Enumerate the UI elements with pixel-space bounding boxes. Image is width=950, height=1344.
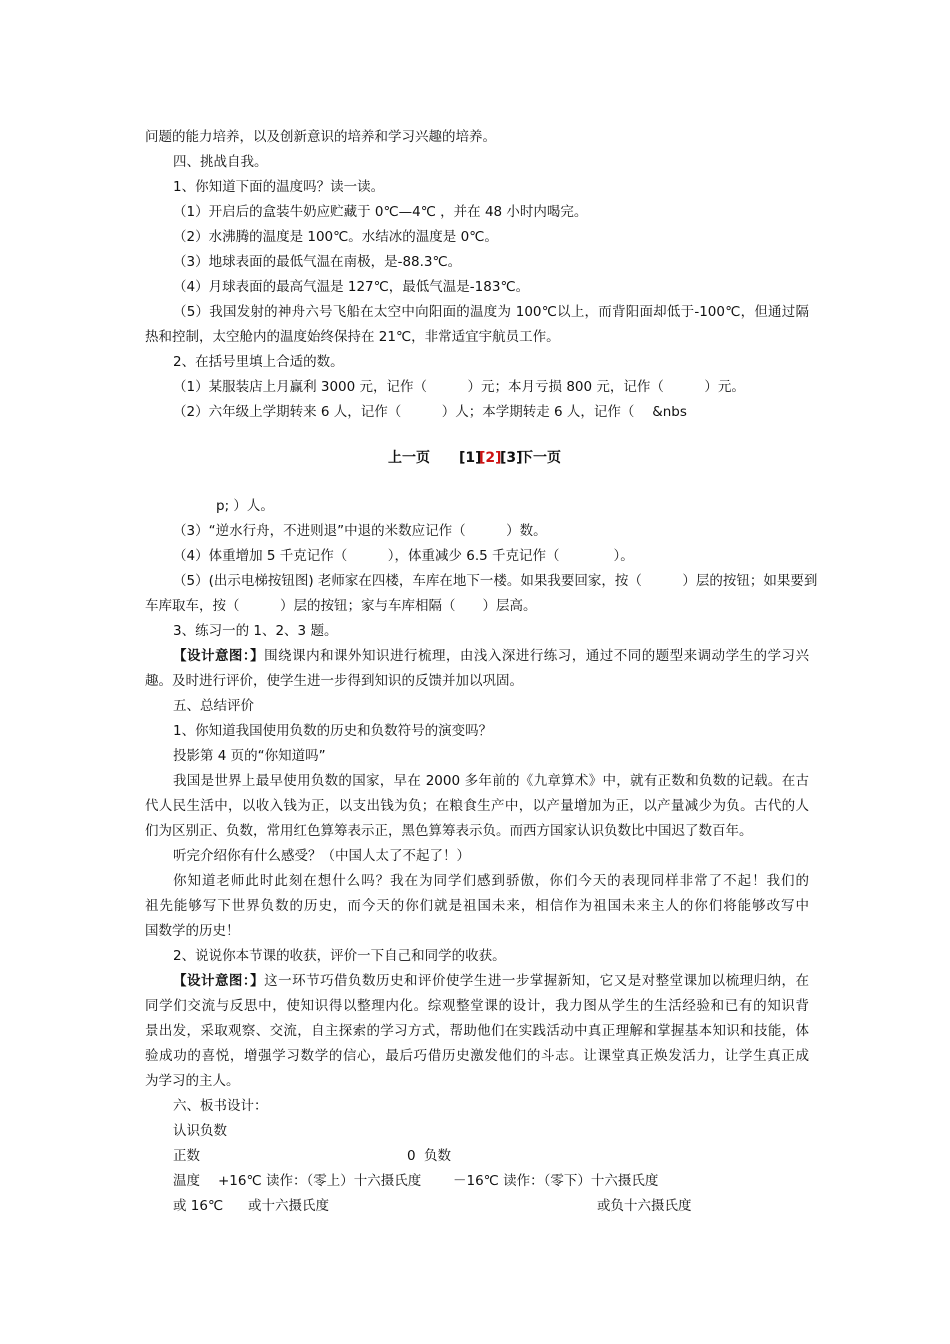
text-line: 代人民生活中，以收入钱为正，以支出钱为负；在粮食生产中，以产量增加为正，以产量减少为负。古代的人 — [145, 798, 809, 814]
board-temperature-label: 温度 — [173, 1173, 200, 1189]
text-line: （2）水沸腾的温度是 100℃。水结冰的温度是 0℃。 — [173, 229, 498, 245]
text-line: 同学们交流与反思中，使知识得以整理内化。综观整堂课的设计，我力图从学生的生活经验和已有的知识背 — [145, 998, 809, 1014]
board-title: 认识负数 — [173, 1123, 227, 1139]
text-line: 1、你知道下面的温度吗？读一读。 — [173, 179, 385, 195]
text-line: （5）我国发射的神舟六号飞船在太空中向阳面的温度为 100℃以上，而背阳面却低于-100℃，但通过隔 — [173, 304, 809, 320]
text-line: （4）月球表面的最高气温是 127℃，最低气温是-183℃。 — [173, 279, 530, 295]
text-line: 投影第 4 页的“你知道吗” — [173, 748, 326, 764]
text-line: 祖先能够写下世界负数的历史，而今天的你们就是祖国未来，相信作为祖国未来主人的你们将能够改写中 — [145, 898, 809, 914]
prev-page-link[interactable]: 上一页 — [388, 450, 430, 466]
text-line: 1、你知道我国使用负数的历史和负数符号的演变吗？ — [173, 723, 493, 739]
design-intent-label: 【设计意图：】 — [173, 973, 265, 989]
text-line: 国数学的历史！ — [145, 923, 240, 939]
text-line: 听完介绍你有什么感受？（中国人太了不起了！） — [173, 848, 470, 864]
section-heading: 五、总结评价 — [173, 698, 254, 714]
text-line: 验成功的喜悦，增强学习数学的信心，最后巧借历史激发他们的斗志。让课堂真正焕发活力，让学生真正成 — [145, 1048, 809, 1064]
text-line: 2、在括号里填上合适的数。 — [173, 354, 344, 370]
text-line: 热和控制，太空舱内的温度始终保持在 21℃，非常适宜宇航员工作。 — [145, 329, 560, 345]
design-intent-label: 【设计意图：】 — [173, 648, 265, 664]
text-line: 景出发，采取观察、交流，自主探索的学习方式，帮助他们在实践活动中真正理解和掌握基本知识和技能，体 — [145, 1023, 809, 1039]
text-line: 为学习的主人。 — [145, 1073, 240, 1089]
board-negative-label: 负数 — [424, 1148, 451, 1164]
text-line: （5）(出示电梯按钮图) 老师家在四楼，车库在地下一楼。如果我要回家，按（ ）层的按钮；如果要到 — [173, 573, 818, 589]
section-heading: 六、板书设计： — [173, 1098, 268, 1114]
text-line: 你知道老师此时此刻在想什么吗？我在为同学们感到骄傲，你们今天的表现同样非常了不起！我们的 — [173, 873, 809, 889]
text-line: （3）“逆水行舟，不进则退”中退的米数应记作（ ）数。 — [173, 523, 547, 539]
board-zero-label: 0 — [407, 1148, 416, 1164]
text-line: （3）地球表面的最低气温在南极，是-88.3℃。 — [173, 254, 462, 270]
board-or-16: 或 16℃ — [173, 1198, 224, 1214]
board-positive-label: 正数 — [173, 1148, 200, 1164]
board-or-shiliu: 或十六摄氏度 — [248, 1198, 329, 1214]
board-plus16: +16℃ 读作：（零上）十六摄氏度 — [218, 1173, 422, 1189]
text-line: （2）六年级上学期转来 6 人，记作（ ）人；本学期转走 6 人，记作（ &nbs — [173, 404, 687, 420]
page-2-current: [2] — [479, 450, 502, 466]
section-heading: 四、挑战自我。 — [173, 154, 268, 170]
design-intent-line: 【设计意图：】围绕课内和课外知识进行梳理，由浅入深进行练习，通过不同的题型来调动学生的学习兴 — [173, 648, 810, 664]
text-line: 车库取车，按（ ）层的按钮；家与车库相隔（ ）层高。 — [145, 598, 537, 614]
next-page-link[interactable]: 下一页 — [519, 450, 561, 466]
text-line: p; ）人。 — [216, 498, 274, 514]
text-line: 我国是世界上最早使用负数的国家，早在 2000 多年前的《九章算术》中，就有正数和负数的记载。在古 — [173, 773, 809, 789]
text-line: 问题的能力培养，以及创新意识的培养和学习兴趣的培养。 — [145, 129, 496, 145]
text-line: 们为区别正、负数，常用红色算筹表示正，黑色算筹表示负。而西方国家认识负数比中国迟了数百年。 — [145, 823, 753, 839]
text-line: 2、说说你本节课的收获，评价一下自己和同学的收获。 — [173, 948, 506, 964]
text-line: （1）某服装店上月赢利 3000 元，记作（ ）元；本月亏损 800 元，记作（ ）元。 — [173, 379, 745, 395]
design-intent-line: 【设计意图：】这一环节巧借负数历史和评价使学生进一步掌握新知，它又是对整堂课加以梳理归纳，在 — [173, 973, 810, 989]
page-1-link[interactable]: [1] — [459, 450, 482, 466]
text-line: （4）体重增加 5 千克记作（ ），体重减少 6.5 千克记作（ ）。 — [173, 548, 634, 564]
board-or-negative: 或负十六摄氏度 — [597, 1198, 692, 1214]
board-minus16: －16℃ 读作：（零下）十六摄氏度 — [453, 1173, 659, 1189]
text-line: （1）开启后的盒装牛奶应贮藏于 0℃—4℃ ，并在 48 小时内喝完。 — [173, 204, 588, 220]
text-line: 3、练习一的 1、2、3 题。 — [173, 623, 338, 639]
page-3-link[interactable]: [3] — [500, 450, 523, 466]
text-line: 趣。及时进行评价，使学生进一步得到知识的反馈并加以巩固。 — [145, 673, 523, 689]
